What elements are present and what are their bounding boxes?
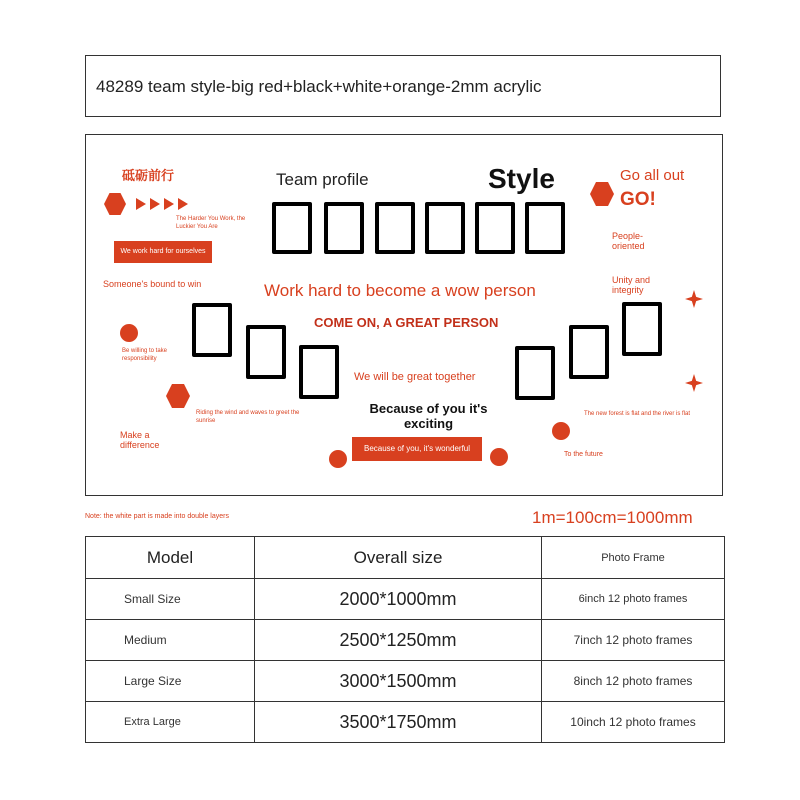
photo-frame: [324, 202, 364, 254]
size-cell: 2000*1000mm: [255, 579, 542, 620]
style-heading: Style: [488, 163, 555, 194]
model-cell: Extra Large: [86, 702, 255, 743]
banner-top: We work hard for ourselves: [114, 241, 212, 263]
size-cell: 2500*1250mm: [255, 620, 542, 661]
photo-frame: [622, 302, 662, 356]
product-title: 48289 team style-big red+black+white+orange-2mm acrylic: [96, 77, 542, 96]
photo-frame: [425, 202, 465, 254]
size-cell: 3500*1750mm: [255, 702, 542, 743]
riding-wind-text: Riding the wind and waves to greet the sunrise: [196, 410, 300, 424]
photo-frame: [246, 325, 286, 379]
go-all-out-text: Go all out: [620, 167, 685, 184]
circle-icon: [490, 448, 508, 466]
frame-cell: 7inch 12 photo frames: [542, 620, 725, 661]
model-cell: Large Size: [86, 661, 255, 702]
frame-cell: 10inch 12 photo frames: [542, 702, 725, 743]
hexagon-icon: [166, 384, 190, 408]
photo-frame: [299, 345, 339, 399]
title-box: [85, 55, 721, 117]
model-cell: Small Size: [86, 579, 255, 620]
circle-icon: [552, 422, 570, 440]
make-difference-text: Make a difference: [120, 430, 160, 450]
people-oriented-text: People-oriented: [612, 231, 645, 251]
hexagon-icon: [104, 193, 126, 215]
new-forest-text: The new forest is flat and the river is flat: [584, 411, 691, 417]
photo-frame: [192, 303, 232, 357]
go-text: GO!: [620, 189, 656, 210]
harder-work-text: The Harder You Work, the Luckier You Are: [176, 216, 246, 230]
table-row: [86, 579, 725, 620]
bound-to-win-text: Someone's bound to win: [103, 279, 202, 289]
design-preview: [85, 134, 723, 496]
come-on-text: COME ON, A GREAT PERSON: [314, 315, 499, 330]
photo-frame: [272, 202, 312, 254]
circle-icon: [329, 450, 347, 468]
sparkle-icon: [685, 290, 703, 308]
note-text: Note: the white part is made into double layers: [85, 513, 229, 520]
photo-frame: [515, 346, 555, 400]
photo-frame: [475, 202, 515, 254]
table-header-row: [86, 537, 725, 579]
model-cell: Medium: [86, 620, 255, 661]
banner-bottom: Because of you, it's wonderful: [352, 437, 482, 461]
frame-cell: 6inch 12 photo frames: [542, 579, 725, 620]
size-table: [85, 536, 725, 743]
header-frame: Photo Frame: [542, 537, 725, 579]
arrow-icon: [178, 198, 188, 210]
header-model: Model: [86, 537, 255, 579]
table-row: [86, 620, 725, 661]
unity-text: Unity and integrity: [612, 275, 651, 295]
table-row: [86, 661, 725, 702]
circle-icon: [120, 324, 138, 342]
size-cell: 3000*1500mm: [255, 661, 542, 702]
table-row: [86, 702, 725, 743]
arrow-icon: [136, 198, 146, 210]
team-profile-heading: Team profile: [276, 170, 369, 189]
frame-cell: 8inch 12 photo frames: [542, 661, 725, 702]
arrow-icon: [150, 198, 160, 210]
chinese-heading: 砥砺前行: [122, 168, 175, 183]
wow-person-text: Work hard to become a wow person: [264, 281, 536, 300]
sparkle-icon: [685, 374, 703, 392]
photo-frame: [375, 202, 415, 254]
hexagon-icon: [590, 182, 614, 206]
to-future-text: To the future: [564, 451, 603, 458]
great-together-text: We will be great together: [354, 371, 476, 383]
arrow-icon: [164, 198, 174, 210]
photo-frame: [525, 202, 565, 254]
header-size: Overall size: [255, 537, 542, 579]
photo-frame: [569, 325, 609, 379]
because-of-you-text: Because of you it's exciting: [369, 401, 488, 431]
responsibility-text: Be willing to take responsibility: [122, 348, 168, 362]
scale-text: 1m=100cm=1000mm: [532, 508, 693, 527]
